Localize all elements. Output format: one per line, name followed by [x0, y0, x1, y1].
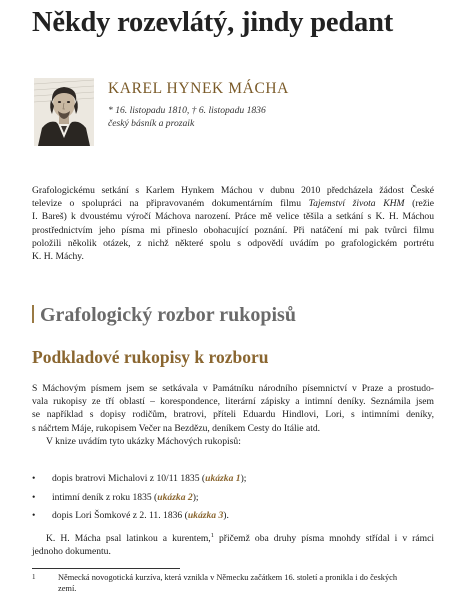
footnote-marker: 1: [210, 531, 214, 539]
body-line: S Máchovým písmem jsem se setkávala v Památníku národního písemnictví v Praze a prostudo-: [32, 383, 434, 394]
body-line: jednoho dokumentu.: [32, 546, 111, 558]
list-item: • intimní deník z roku 1835 (ukázka 2);: [32, 489, 434, 508]
footnote-line: zemí.: [58, 584, 77, 593]
intro-line: K. H. Máchy.: [32, 251, 84, 263]
author-name: KAREL HYNEK MÁCHA: [108, 80, 289, 97]
body-line: vala rukopisy ze tří oblastí – korespondence, literární zápisky a intimní deníky. Seznámila jsem: [32, 396, 434, 408]
page-title: Někdy rozevlátý, jindy pedant: [32, 7, 394, 38]
manuscripts-paragraph: [32, 382, 434, 448]
sample-list: [32, 470, 434, 526]
intro-line: I. Bareš) k dvoustému výročí Máchova narození. Práce mě velice těšila a setkání s K. H. Máchou: [32, 211, 434, 223]
sample-reference: ukázka 2: [157, 491, 193, 503]
intro-line: prostřednictvím jeho písma mi přineslo obohacující poznání. Při natáčení mi pak tvůrci filmu: [32, 224, 434, 236]
footnote-divider: [32, 568, 180, 569]
footnote-line: Německá novogotická kurzíva, která vznikla v Německu začátkem 16. století a pronikla i do českých: [58, 573, 398, 582]
footnote: [32, 572, 434, 594]
intro-line: Grafologickému setkání s Karlem Hynkem Máchou v dubnu 2010 předcházela žádost České: [32, 185, 434, 196]
body-line: V knize uvádím tyto ukázky Máchových rukopisů:: [46, 435, 241, 447]
list-item: • dopis bratrovi Michalovi z 10/11 1835 (ukázka 1);: [32, 470, 434, 489]
film-title: Tajemství života KHM: [308, 198, 405, 210]
portrait-engraving-icon: [34, 78, 94, 146]
body-line: s náčrtem Máje, rukopisem Večer na Bezdězu, deníkem Cesty do Itálie atd.: [32, 422, 321, 434]
sample-reference: ukázka 3: [187, 510, 224, 521]
section-heading: Grafologický rozbor rukopisů: [32, 302, 432, 328]
intro-line: televize o spolupráci na připravovaném dokumentárním filmu Tajemství života KHM (režie: [32, 198, 434, 210]
author-role: český básník a prozaik: [108, 118, 195, 129]
author-dates: * 16. listopadu 1810, † 6. listopadu 1836: [108, 105, 266, 116]
heading-bar: [32, 305, 34, 323]
body-line: se například s dopisy rodičům, bratrovi, příteli Eduardu Hindlovi, Lori, s intimními deníky,: [32, 409, 434, 421]
intro-line: položili několik otázek, z nichž některé spolu s odpovědí uvádím po grafologickém portrétu: [32, 237, 434, 249]
intro-paragraph: [32, 184, 434, 263]
sub-heading: Podkladové rukopisy k rozboru: [32, 347, 269, 367]
footnote-number: 1: [32, 573, 36, 581]
list-item: • dopis Lori Šomkové z 2. 11. 1836 (ukázka 3).: [32, 507, 434, 526]
sample-reference: ukázka 1: [205, 473, 241, 484]
body-line: K. H. Mácha psal latinkou a kurentem,$^1$ přičemž oba druhy písma mnohdy střídal i v rámci: [46, 531, 434, 544]
author-portrait: [34, 78, 94, 146]
script-paragraph: [32, 532, 434, 558]
